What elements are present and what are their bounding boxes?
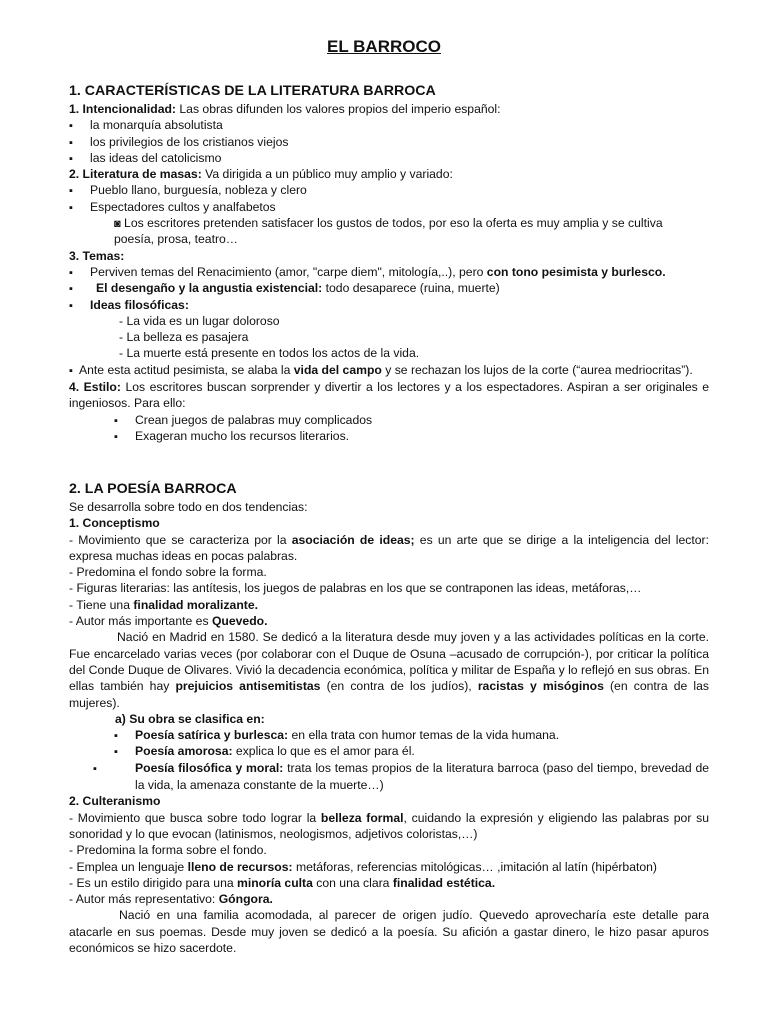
conceptismo-heading: 1. Conceptismo (69, 516, 160, 531)
list-item: ▪ Ideas filosóficas: (69, 297, 709, 313)
list-item: - La belleza es pasajera (119, 330, 249, 345)
section-2-body (69, 499, 709, 956)
gongora-paragraph: Nació en una familia acomodada, al parecer de origen judío. Quevedo aprovecharía este detalle para atacarle en sus poemas. Desde muy joven se dedicó a la poesía. Su afición a gastar dinero, le hizo pasar apuros económicos se hizo sacerdote. (69, 908, 709, 956)
list-item: - La vida es un lugar doloroso (119, 313, 280, 328)
note-line: ◙ Los escritores pretenden satisfacer los gustos de todos, por eso la oferta es muy amplia y se cultiva (114, 216, 663, 231)
list-item: ▪ Poesía filosófica y moral: trata los temas propios de la literatura barroca (paso del tiempo, brevedad de la vida, la amenaza constante de la muerte…) (69, 760, 709, 794)
literatura-masas-line: 2. Literatura de masas: Va dirigida a un público muy amplio y variado: (69, 167, 453, 182)
section-2-heading: 2. LA POESÍA BARROCA (69, 481, 237, 497)
section-1-body (69, 101, 709, 444)
list-item: ▪ la monarquía absolutista (69, 117, 709, 133)
culteranismo-heading: 2. Culteranismo (69, 794, 161, 809)
square-bullet-icon: ◙ (114, 218, 121, 231)
list-item: - Autor más representativo: Góngora. (69, 892, 273, 907)
list-item: - Predomina el fondo sobre la forma. (69, 565, 267, 580)
list-item: ▪ Crean juegos de palabras muy complicados (69, 412, 709, 428)
culteranismo-definition: - Movimiento que busca sobre todo lograr la belleza formal, cuidando la expresión y eligiendo las palabras por su sonoridad y lo que evocan (latinismos, neologismos, adjetivos coloristas,…) (69, 810, 709, 841)
list-item: - Tiene una finalidad moralizante. (69, 597, 258, 612)
list-item: - Es un estilo dirigido para una minoría culta con una clara finalidad estética. (69, 875, 496, 890)
note-line: poesía, prosa, teatro… (114, 232, 238, 247)
list-item: ▪ Poesía satírica y burlesca: en ella trata con humor temas de la vida humana. (69, 727, 709, 743)
estilo-paragraph: 4. Estilo: Los escritores buscan sorprender y divertir a los lectores y a los espectadores. Aspiran a ser originales e ingeniosos. Para ello: (69, 380, 710, 411)
list-item: ▪ El desengaño y la angustia existencial: todo desaparece (ruina, muerte) (69, 280, 709, 296)
intro-line: Se desarrolla sobre todo en dos tendencias: (69, 500, 308, 514)
conceptismo-definition: - Movimiento que se caracteriza por la asociación de ideas; es un arte que se dirige a la inteligencia del lector: expresa muchas ideas en pocas palabras. (69, 532, 709, 563)
quevedo-paragraph: Nació en Madrid en 1580. Se dedicó a la literatura desde muy joven y a las actividades políticas en la corte. Fue encarcelado varias veces (por colaborar con el Duque de Osuna –acusado de corrupción-), por criticar la política del Conde Duque de Olivares. Vivió la decadencia económica, política y militar de España y lo reflejó en sus obras. En ellas también hay prejuicios antisemitistas (en contra de los judíos), racistas y misóginos (en contra de las mujeres). (69, 630, 710, 710)
list-item: - Emplea un lenguaje lleno de recursos: metáforas, referencias mitológicas… ,imitación al latín (hipérbaton) (69, 859, 657, 874)
temas-line: 3. Temas: (69, 248, 125, 263)
list-item: ▪ Poesía amorosa: explica lo que es el amor para él. (69, 743, 709, 759)
intencionalidad-line: 1. Intencionalidad: Las obras difunden los valores propios del imperio español: (69, 102, 501, 116)
obra-clasifica-line: a) Su obra se clasifica en: (115, 711, 265, 726)
list-item: ▪ Pueblo llano, burguesía, nobleza y clero (69, 182, 709, 198)
list-item: ▪ las ideas del catolicismo (69, 150, 709, 166)
list-item: - Figuras literarias: las antítesis, los juegos de palabras en los que se contraponen las ideas, metáforas,… (69, 581, 642, 596)
list-item: - Predomina la forma sobre el fondo. (69, 843, 267, 858)
list-item: - Autor más importante es Quevedo. (69, 614, 268, 629)
vida-campo-paragraph: ▪ Ante esta actitud pesimista, se alaba la vida del campo y se rechazan los lujos de la corte (“aurea medriocritas”). (69, 362, 693, 377)
list-item: ▪ Perviven temas del Renacimiento (amor, "carpe diem", mitología,..), pero con tono pesimista y burlesco. (69, 264, 709, 280)
list-item: - La muerte está presente en todos los actos de la vida. (119, 346, 420, 361)
section-1-heading: 1. CARACTERÍSTICAS DE LA LITERATURA BARROCA (69, 83, 436, 99)
list-item: ▪ Exageran mucho los recursos literarios. (69, 428, 709, 444)
document-title: EL BARROCO (327, 37, 441, 56)
list-item: ▪ los privilegios de los cristianos viejos (69, 134, 709, 150)
list-item: ▪ Espectadores cultos y analfabetos (69, 199, 709, 215)
